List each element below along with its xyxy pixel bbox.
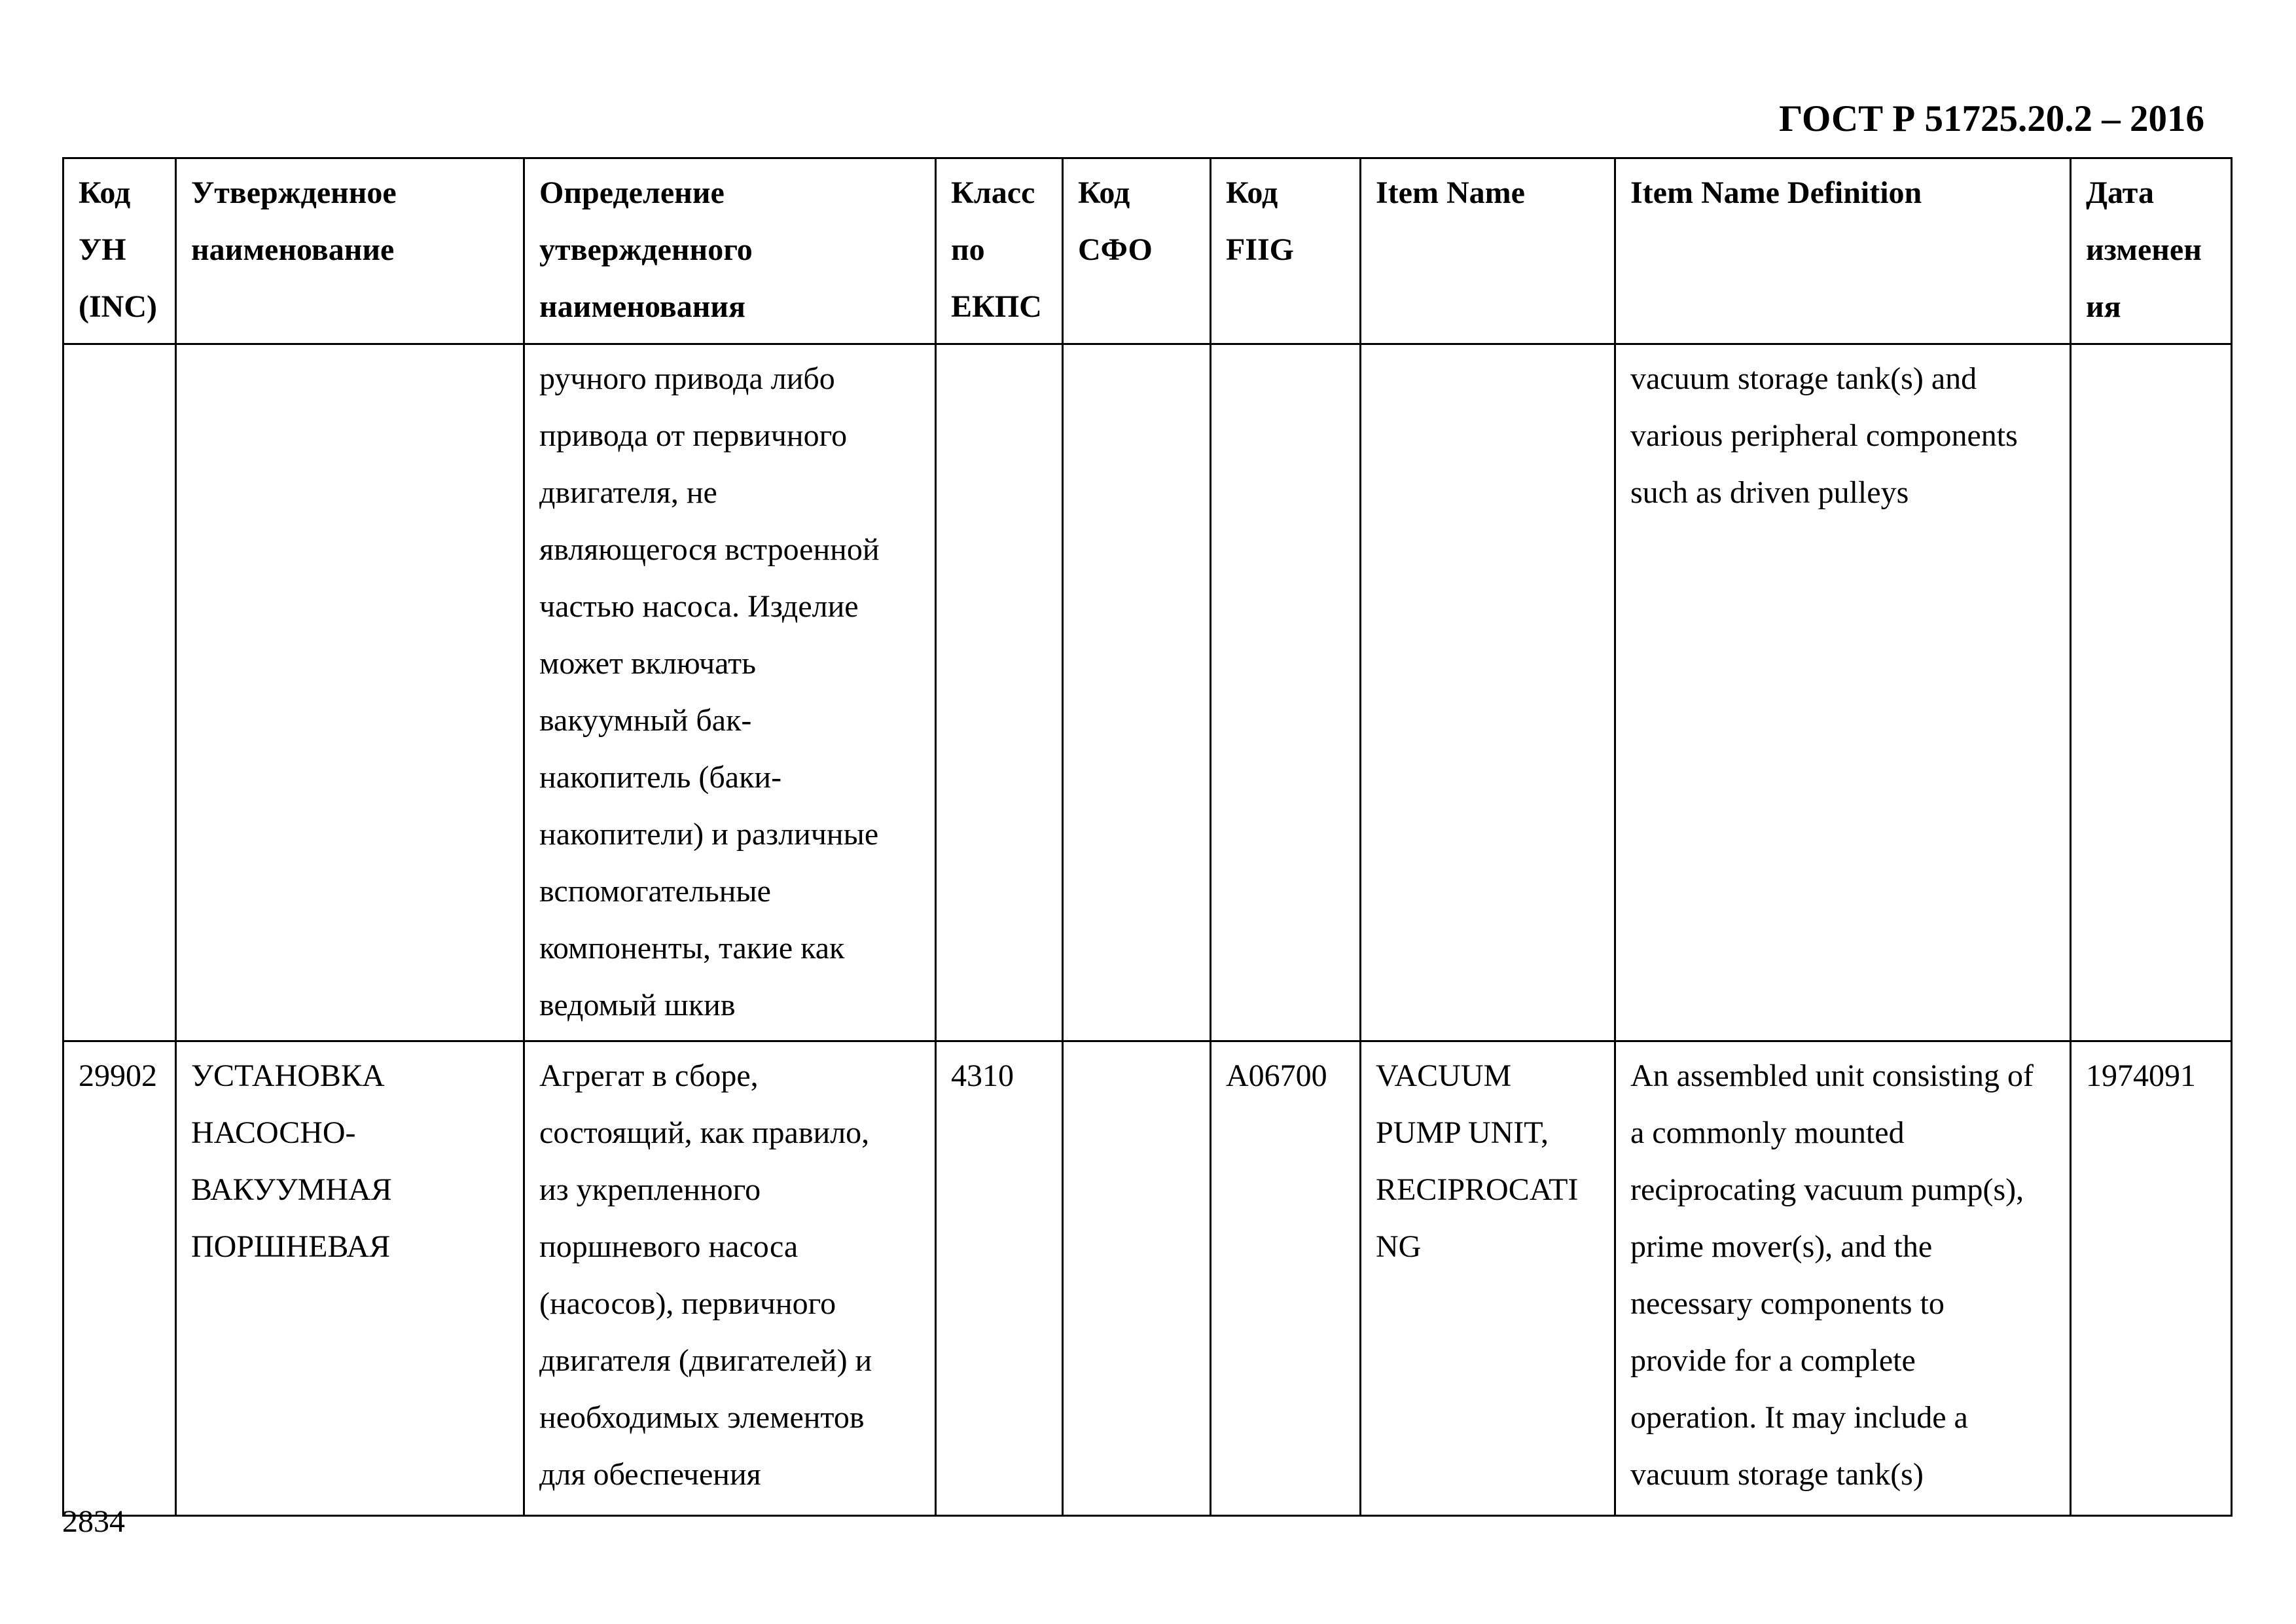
col-header-approved-name: Утвержденное наименование xyxy=(176,158,524,344)
page-number: 2834 xyxy=(62,1504,125,1539)
col-header-inc: Код УН (INC) xyxy=(63,158,176,344)
cell-line: reciprocating vacuum pump(s), xyxy=(1630,1172,2024,1207)
cell-line: vacuum storage tank(s) xyxy=(1630,1457,1924,1492)
cell-line: из укрепленного xyxy=(539,1172,761,1207)
cell-line: such as driven pulleys xyxy=(1630,475,1909,510)
cell-line: vacuum storage tank(s) and xyxy=(1630,361,1977,396)
cell-line: Агрегат в сборе, xyxy=(539,1058,759,1093)
cell-line: являющегося встроенной xyxy=(539,532,880,567)
cell-line: поршневого насоса xyxy=(539,1229,798,1264)
cell-line: VACUUM xyxy=(1376,1058,1512,1093)
cell-fiig xyxy=(1211,344,1361,1041)
cell-item-name xyxy=(1361,344,1615,1041)
cell-line: various peripheral components xyxy=(1630,418,2018,453)
items-table xyxy=(62,157,2233,1517)
cell-line: компоненты, такие как xyxy=(539,931,845,965)
cell-line: двигателя (двигателей) и xyxy=(539,1343,872,1378)
cell-inc xyxy=(63,344,176,1041)
standard-header: ГОСТ Р 51725.20.2 – 2016 xyxy=(1779,98,2204,139)
col-header-definition: Определение утвержденного наименования xyxy=(524,158,936,344)
col-header-sfo: Код СФО xyxy=(1063,158,1211,344)
cell-class xyxy=(936,1041,1063,1516)
cell-line: вспомогательные xyxy=(539,874,771,909)
cell-line: 29902 xyxy=(79,1058,157,1093)
cell-line: NG xyxy=(1376,1229,1422,1264)
cell-line: частью насоса. Изделие xyxy=(539,589,859,624)
cell-line: для обеспечения xyxy=(539,1457,761,1492)
cell-line: УСТАНОВКА xyxy=(191,1058,385,1093)
cell-line: ВАКУУМНАЯ xyxy=(191,1172,392,1207)
cell-item-name-definition xyxy=(1615,344,2071,1041)
cell-definition xyxy=(524,1041,936,1516)
cell-line: provide for a complete xyxy=(1630,1343,1916,1378)
cell-line: 1974091 xyxy=(2086,1058,2196,1093)
col-header-class: Класс по ЕКПС xyxy=(936,158,1063,344)
cell-line: необходимых элементов xyxy=(539,1400,865,1435)
table-row xyxy=(63,1041,2232,1516)
cell-line: двигателя, не xyxy=(539,475,717,510)
cell-line: вакуумный бак- xyxy=(539,703,752,738)
col-header-fiig: Код FIIG xyxy=(1211,158,1361,344)
cell-line: An assembled unit consisting of xyxy=(1630,1058,2034,1093)
table-header-row xyxy=(63,158,2232,344)
cell-line: ручного привода либо xyxy=(539,361,835,396)
col-header-item-name-definition: Item Name Definition xyxy=(1615,158,2071,344)
cell-class xyxy=(936,344,1063,1041)
cell-line: (насосов), первичного xyxy=(539,1286,836,1321)
cell-line: состоящий, как правило, xyxy=(539,1115,870,1150)
cell-line: привода от первичного xyxy=(539,418,848,453)
cell-approved-name xyxy=(176,1041,524,1516)
cell-line: PUMP UNIT, xyxy=(1376,1115,1549,1150)
cell-line: ведомый шкив xyxy=(539,988,736,1022)
cell-sfo xyxy=(1063,344,1211,1041)
cell-sfo xyxy=(1063,1041,1211,1516)
cell-item-name-definition xyxy=(1615,1041,2071,1516)
cell-item-name xyxy=(1361,1041,1615,1516)
cell-inc xyxy=(63,1041,176,1516)
cell-approved-name xyxy=(176,344,524,1041)
cell-line: A06700 xyxy=(1226,1058,1327,1093)
table-row xyxy=(63,344,2232,1041)
cell-line: prime mover(s), and the xyxy=(1630,1229,1933,1264)
cell-definition xyxy=(524,344,936,1041)
cell-line: НАСОСНО- xyxy=(191,1115,356,1150)
items-table-wrapper xyxy=(62,157,2233,1517)
col-header-item-name: Item Name xyxy=(1361,158,1615,344)
cell-line: RECIPROCATI xyxy=(1376,1172,1579,1207)
col-header-date: Дата изменен ия xyxy=(2071,158,2232,344)
cell-line: может включать xyxy=(539,646,757,681)
cell-date xyxy=(2071,344,2232,1041)
cell-line: ПОРШНЕВАЯ xyxy=(191,1229,391,1264)
cell-line: a commonly mounted xyxy=(1630,1115,1905,1150)
cell-line: 4310 xyxy=(951,1058,1014,1093)
cell-line: necessary components to xyxy=(1630,1286,1945,1321)
cell-line: operation. It may include a xyxy=(1630,1400,1968,1435)
cell-date xyxy=(2071,1041,2232,1516)
cell-fiig xyxy=(1211,1041,1361,1516)
cell-line: накопители) и различные xyxy=(539,817,879,852)
cell-line: накопитель (баки- xyxy=(539,760,782,795)
